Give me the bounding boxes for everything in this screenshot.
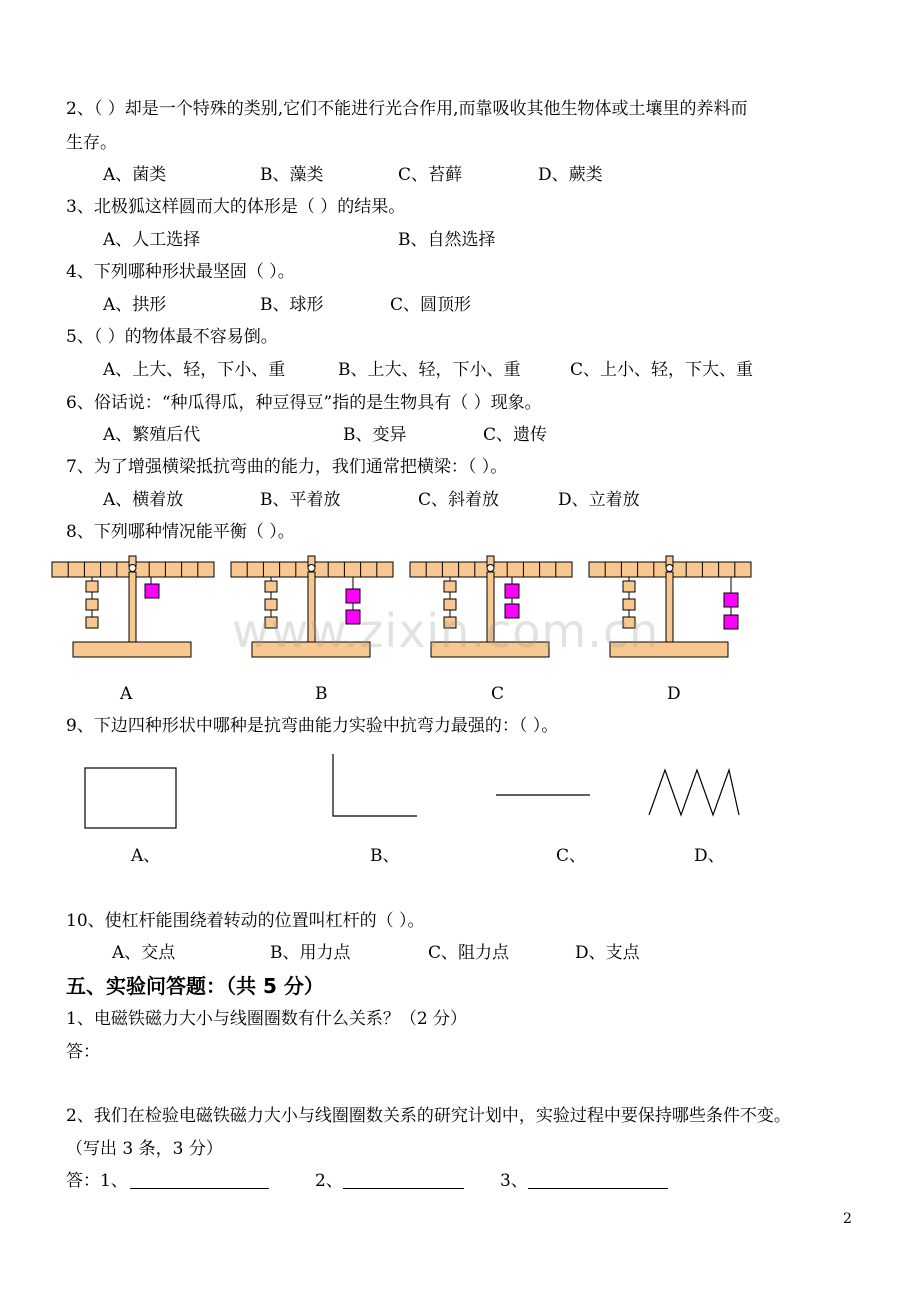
q2-option-c[interactable]: C、苔藓 xyxy=(398,165,463,185)
q2-option-a[interactable]: A、菌类 xyxy=(103,165,167,185)
shape-zigzag-d xyxy=(645,762,743,822)
lever-label-c[interactable]: C xyxy=(491,684,505,704)
answer-blank-2[interactable] xyxy=(343,1170,464,1189)
watermark: www.zixin.com.cn xyxy=(232,604,660,658)
q10-text: 10、使杠杆能围绕着转动的位置叫杠杆的（ ）。 xyxy=(66,911,425,931)
q6-option-a[interactable]: A、繁殖后代 xyxy=(103,425,201,445)
q5-text: 5、（ ）的物体最不容易倒。 xyxy=(66,327,278,347)
q4-text: 4、下列哪种形状最坚固（ ）。 xyxy=(66,262,295,282)
section5-heading: 五、实验问答题：（共 5 分） xyxy=(66,974,324,998)
q6-text: 6、俗话说：“种瓜得瓜，种豆得豆”指的是生物具有（ ）现象。 xyxy=(66,393,542,413)
q5-option-b[interactable]: B、上大、轻，下小、重 xyxy=(338,360,521,380)
q8-text: 8、下列哪种情况能平衡（ ）。 xyxy=(66,522,295,542)
q2-text-line1: 2、（ ）却是一个特殊的类别,它们不能进行光合作用,而靠吸收其他生物体或土壤里的养料而 xyxy=(66,99,748,119)
q10-option-c[interactable]: C、阻力点 xyxy=(428,943,510,963)
q10-option-a[interactable]: A、交点 xyxy=(112,943,176,963)
q2-text-line2: 生存。 xyxy=(66,133,117,153)
q4-option-a[interactable]: A、拱形 xyxy=(103,295,167,315)
q3-option-b[interactable]: B、自然选择 xyxy=(398,230,496,250)
q10-option-d[interactable]: D、支点 xyxy=(575,943,640,963)
q7-option-b[interactable]: B、平着放 xyxy=(260,490,341,510)
s5-q2-blank3-label: 3、 xyxy=(500,1171,528,1191)
shape-l-angle-b xyxy=(326,750,422,822)
q7-option-a[interactable]: A、横着放 xyxy=(103,490,184,510)
answer-blank-1[interactable] xyxy=(130,1170,269,1189)
lever-label-d[interactable]: D xyxy=(667,684,681,704)
q6-option-b[interactable]: B、变异 xyxy=(343,425,407,445)
q4-option-b[interactable]: B、球形 xyxy=(260,295,324,315)
shape-label-d[interactable]: D、 xyxy=(694,846,725,866)
s5-q2-blank2-label: 2、 xyxy=(315,1171,343,1191)
shape-label-b[interactable]: B、 xyxy=(370,846,400,866)
shape-flat-line-c xyxy=(492,788,594,802)
shape-rectangle-a xyxy=(80,762,182,834)
shape-label-a[interactable]: A、 xyxy=(131,846,161,866)
answer-blank-3[interactable] xyxy=(528,1170,668,1189)
q7-option-c[interactable]: C、斜着放 xyxy=(418,490,500,510)
q3-text: 3、北极狐这样圆而大的体形是（ ）的结果。 xyxy=(66,197,406,217)
q7-option-d[interactable]: D、立着放 xyxy=(558,490,640,510)
q2-option-d[interactable]: D、蕨类 xyxy=(538,165,603,185)
lever-figure-a xyxy=(50,553,218,661)
s5-q2-text-line2: （写出 3 条，3 分） xyxy=(66,1139,223,1159)
s5-q1-answer-label: 答： xyxy=(66,1042,100,1062)
q2-option-b[interactable]: B、藻类 xyxy=(260,165,324,185)
s5-q1-text: 1、电磁铁磁力大小与线圈圈数有什么关系？（2 分） xyxy=(66,1009,468,1029)
q4-option-c[interactable]: C、圆顶形 xyxy=(390,295,472,315)
s5-q2-answer-prefix: 答：1、 xyxy=(66,1171,128,1191)
q5-option-c[interactable]: C、上小、轻，下大、重 xyxy=(570,360,754,380)
q3-option-a[interactable]: A、人工选择 xyxy=(103,230,201,250)
q6-option-c[interactable]: C、遗传 xyxy=(483,425,548,445)
page-number: 2 xyxy=(843,1211,852,1227)
q5-option-a[interactable]: A、上大、轻，下小、重 xyxy=(103,360,286,380)
q7-text: 7、为了增强横梁抵抗弯曲的能力，我们通常把横梁：（ ）。 xyxy=(66,457,508,477)
lever-label-a[interactable]: A xyxy=(120,684,133,704)
lever-label-b[interactable]: B xyxy=(315,684,328,704)
shape-label-c[interactable]: C、 xyxy=(556,846,587,866)
s5-q2-text-line1: 2、我们在检验电磁铁磁力大小与线圈圈数关系的研究计划中，实验过程中要保持哪些条件不变。 xyxy=(66,1106,791,1126)
q9-text: 9、下边四种形状中哪种是抗弯曲能力实验中抗弯力最强的：（ ）。 xyxy=(66,716,559,736)
q10-option-b[interactable]: B、用力点 xyxy=(270,943,351,963)
